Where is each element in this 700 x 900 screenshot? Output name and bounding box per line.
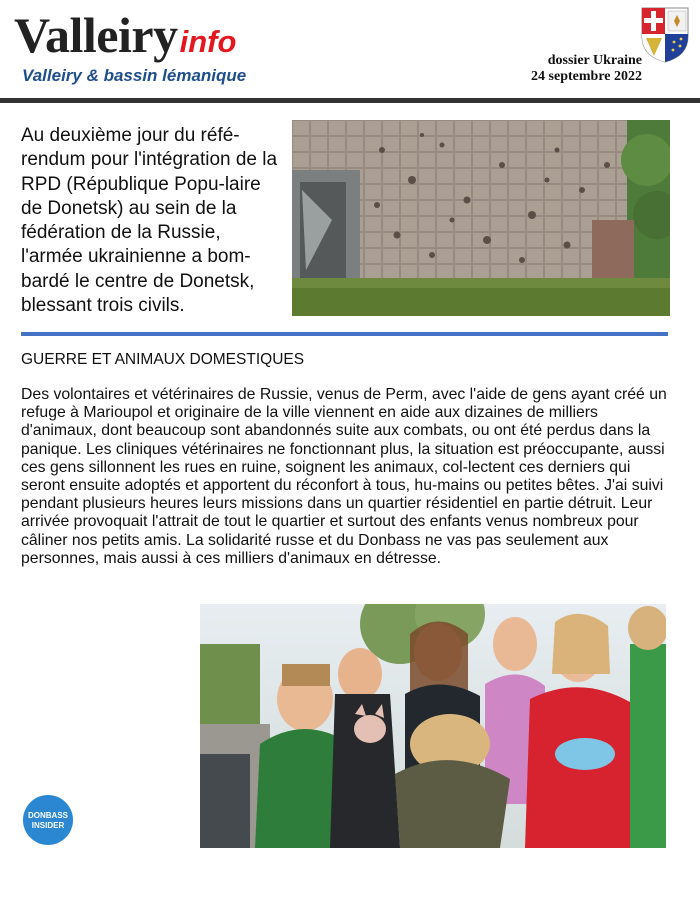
- masthead-tagline: Valleiry & bassin lémanique: [22, 66, 247, 85]
- article-body: Des volontaires et vétérinaires de Russie, venus de Perm, avec l'aide de gens ayant créé un refuge à Marioupol et originaire de la ville viennent en aide aux dizaines de milliers d'animaux, dont beaucoup sont abandonnés suite aux combats, ou ont été perdus dans la panique. Les cliniques vétérinaires ne fonctionnant plus, la situation est préoccupante, aussi ces gens sillonnent les rues en ruine, soignent les animaux, col-lectent ces derniers qui seront ensuite adoptés et apportent du réconfort à tous, hu-mains ou petites bêtes. J'ai suivi pendant plusieurs heures leurs missions dans un quartier résidentiel en partie détruit. Leur arrivée provoquait l'attrait de tout le quartier et surtout des enfants venus nombreux pour câliner nos petits amis. La solidarité russe et du Donbass ne vas pas seulement aux personnes, mais aussi à ces milliers d'animaux en détresse.: [21, 386, 667, 567]
- donbass-insider-logo: [22, 794, 74, 846]
- masthead-logo: [14, 6, 236, 64]
- section-title: GUERRE ET ANIMAUX DOMESTIQUES: [21, 351, 305, 368]
- section-divider: [21, 332, 668, 336]
- masthead-accent: info: [179, 24, 237, 59]
- dossier-date: 24 septembre 2022: [531, 69, 642, 84]
- badge-line2: INSIDER: [31, 821, 65, 830]
- header-divider: [0, 98, 700, 103]
- dossier-label: dossier Ukraine: [547, 53, 642, 68]
- lead-paragraph: Au deuxième jour du réfé-rendum pour l'intégration de la RPD (République Popu-laire de Donetsk) au sein de la fédération de la Russie, l'armée ukrainienne a bom-bardé le centre de Donetsk, blessant trois civils.: [21, 125, 278, 317]
- dossier-info: [531, 53, 642, 85]
- children-with-cat-photo: [200, 604, 666, 848]
- shelled-wall-photo: [292, 120, 670, 316]
- masthead-title: Valleiry: [14, 7, 178, 63]
- badge-line1: DONBASS: [27, 811, 69, 820]
- coat-of-arms-icon: [640, 6, 690, 64]
